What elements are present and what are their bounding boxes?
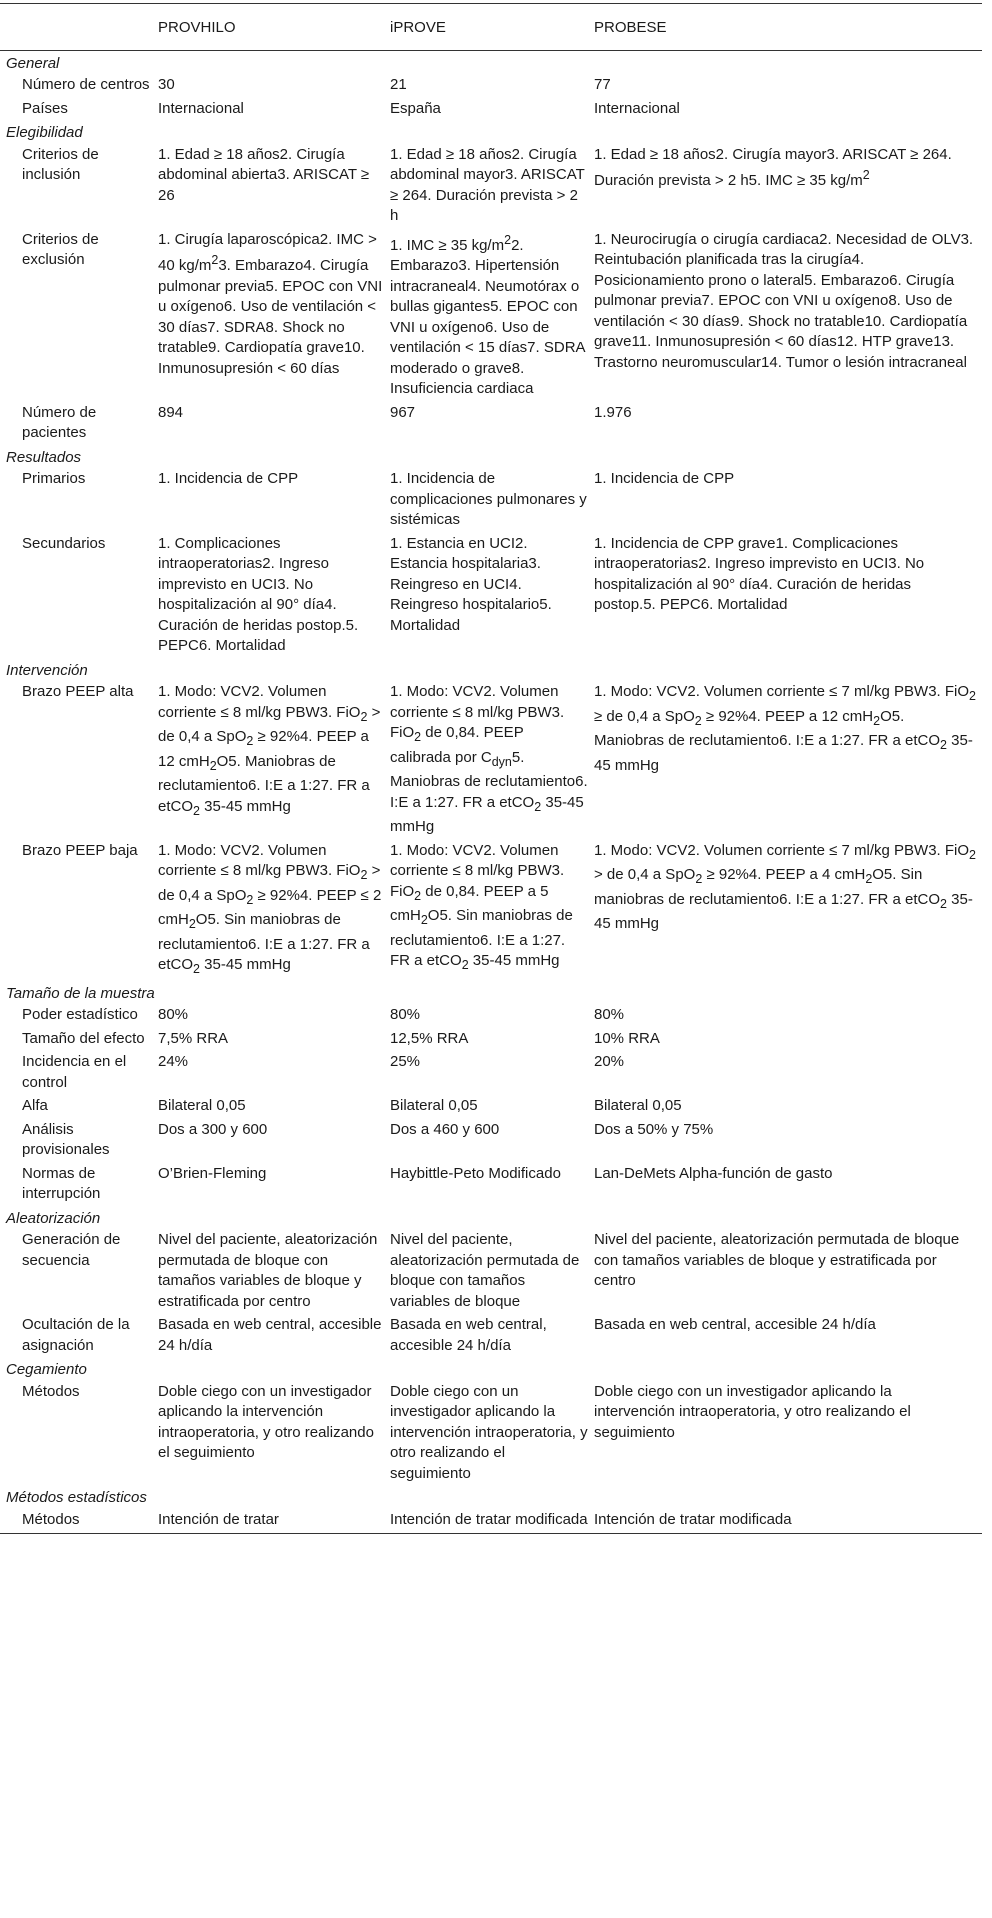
cell-iprove: Nivel del paciente, aleatorización permutada de bloque con tamaños variables de bloque <box>390 1231 580 1310</box>
superscript: 2 <box>211 253 219 267</box>
cell-iprove: 21 <box>390 76 407 93</box>
section-row <box>0 660 982 683</box>
text-part: 1. Modo: VCV2. Volumen corriente ≤ 8 ml/kg PBW3. FiO <box>158 841 361 879</box>
subscript: 2 <box>246 892 254 907</box>
section-intervencion: Intervención <box>6 661 88 679</box>
text-part: 35-45 mmHg <box>594 890 973 932</box>
text-part: O5. Maniobras de reclutamiento6. I:E a 1:27. FR a etCO <box>594 707 941 749</box>
cell-iprove: 967 <box>390 403 416 421</box>
table-row <box>0 1164 982 1208</box>
text-part: 1. Modo: VCV2. Volumen corriente ≤ 7 ml/kg PBW3. FiO <box>594 683 970 700</box>
cell-iprove: España <box>390 99 441 117</box>
section-row <box>0 122 982 145</box>
text-part: de 0,84. PEEP a 5 cmH <box>390 882 549 924</box>
table-row <box>0 1029 982 1053</box>
section-metodos-estadisticos: Métodos estadísticos <box>6 1489 147 1506</box>
cell-iprove: Doble ciego con un investigador aplicando la intervención intraoperatoria, y otro realizando el seguimiento <box>390 1382 588 1482</box>
cell-iprove: Intención de tratar modificada <box>390 1510 594 1534</box>
subscript: 2 <box>695 872 703 886</box>
cell-provhilo: 1. Incidencia de CPP <box>158 470 299 487</box>
text-part: O5. Sin maniobras de reclutamiento6. I:E a 1:27. FR a etCO <box>594 866 941 908</box>
row-label: Secundarios <box>22 534 106 552</box>
section-row <box>0 447 982 470</box>
cell-probese <box>594 841 982 983</box>
text-part: 1. IMC ≥ 35 kg/m <box>390 236 505 254</box>
subscript: 2 <box>414 730 422 744</box>
subscript: 2 <box>414 888 422 903</box>
subscript: 2 <box>360 868 368 882</box>
text-part: 1. Modo: VCV2. Volumen corriente ≤ 8 ml/kg PBW3. FiO <box>390 683 565 741</box>
table-row <box>0 1096 982 1120</box>
row-label: Análisis provisionales <box>22 1120 110 1158</box>
cell-probese: Lan-DeMets Alpha-función de gasto <box>594 1164 833 1182</box>
text-part: de 0,84. PEEP calibrada por C <box>390 724 524 766</box>
text-part: 3. Embarazo4. Cirugía pulmonar previa5. EPOC con VNI u oxígeno6. Uso de ventilación < 30 días7. SDRA8. Shock no tratable9. Cardiopatía grave10. Inmunosupresión < 60 días <box>158 257 383 377</box>
cell-probese: 1. Incidencia de CPP grave1. Complicaciones intraoperatorias2. Ingreso imprevisto en UCI3. No hospitalización al 90° día4. Curación de heridas postop.5. PEPC6. Mortalidad <box>594 534 925 613</box>
table-row <box>0 1052 982 1096</box>
table-row <box>0 230 982 403</box>
section-cegamiento: Cegamiento <box>6 1361 87 1378</box>
header-iprove: iPROVE <box>390 4 594 51</box>
cell-provhilo: O’Brien-Fleming <box>158 1164 267 1182</box>
text-part: 35-45 mmHg <box>199 797 291 815</box>
row-label: Brazo PEEP alta <box>22 683 134 700</box>
subscript: 2 <box>461 958 469 972</box>
table-row <box>0 1230 982 1315</box>
cell-probese: Doble ciego con un investigador aplicando la intervención intraoperatoria, y otro realizando el seguimiento <box>594 1382 911 1441</box>
header-empty <box>0 4 158 51</box>
subscript: 2 <box>193 962 200 976</box>
text-part: 1. Modo: VCV2. Volumen corriente ≤ 8 ml/kg PBW3. FiO <box>158 683 361 721</box>
section-general: General <box>6 54 60 72</box>
section-resultados: Resultados <box>6 448 82 466</box>
table-row <box>0 1120 982 1164</box>
table-row <box>0 841 982 983</box>
cell-provhilo <box>158 682 390 841</box>
subscript: 2 <box>873 713 881 728</box>
table-row <box>0 1382 982 1488</box>
row-label: Alfa <box>22 1097 48 1114</box>
cell-provhilo: Nivel del paciente, aleatorización permutada de bloque con tamaños variables de bloque y estratificada por centro <box>158 1231 378 1310</box>
cell-iprove <box>390 841 594 983</box>
row-label: Brazo PEEP baja <box>22 841 138 859</box>
subscript: 2 <box>969 847 976 862</box>
row-label: Primarios <box>22 470 86 487</box>
text-part: ≥ 92%4. PEEP a 12 cmH <box>158 728 369 770</box>
section-row <box>0 1359 982 1382</box>
cell-provhilo: 30 <box>158 76 175 93</box>
row-label: Poder estadístico <box>22 1006 138 1023</box>
text-part: ≥ de 0,4 a SpO <box>594 707 695 725</box>
cell-iprove <box>390 230 594 403</box>
section-row <box>0 50 982 75</box>
cell-iprove: 1. Incidencia de complicaciones pulmonares y sistémicas <box>390 470 587 528</box>
text-part: O5. Maniobras de reclutamiento6. I:E a 1:27. FR a etCO <box>158 752 370 815</box>
subscript: 2 <box>246 734 254 748</box>
header-probese: PROBESE <box>594 4 982 51</box>
cell-provhilo: 24% <box>158 1053 189 1070</box>
cell-iprove: Basada en web central, accesible 24 h/día <box>390 1316 547 1354</box>
superscript: 2 <box>504 232 512 247</box>
table-row <box>0 403 982 447</box>
row-label: Incidencia en el control <box>22 1053 127 1091</box>
superscript: 2 <box>862 168 870 182</box>
text-part: O5. Sin maniobras de reclutamiento6. I:E a 1:27. FR a etCO <box>158 911 370 973</box>
cell-provhilo: Doble ciego con un investigador aplicando la intervención intraoperatoria, y otro realizando el seguimiento <box>158 1382 374 1461</box>
section-aleatorizacion: Aleatorización <box>6 1209 101 1227</box>
cell-probese: Nivel del paciente, aleatorización permutada de bloque con tamaños variables de bloque y estratificada por centro <box>594 1231 960 1289</box>
cell-iprove: 1. Estancia en UCI2. Estancia hospitalaria3. Reingreso en UCI4. Reingreso hospitalario5. Mortalidad <box>390 534 552 634</box>
table-row <box>0 99 982 123</box>
cell-probese: Dos a 50% y 75% <box>594 1120 714 1138</box>
cell-provhilo: Bilateral 0,05 <box>158 1097 246 1114</box>
text-part: > de 0,4 a SpO <box>158 703 381 745</box>
subscript: dyn <box>491 754 512 769</box>
text-part: ≥ 92%4. PEEP a 4 cmH <box>702 866 866 883</box>
cell-provhilo <box>158 841 390 983</box>
cell-probese: 1.976 <box>594 403 632 421</box>
text-part: 1. Edad ≥ 18 años2. Cirugía mayor3. ARISCAT ≥ 264. Duración prevista > 2 h5. IMC ≥ 35 kg/m <box>594 145 952 189</box>
cell-provhilo <box>158 230 390 403</box>
subscript: 2 <box>940 896 947 911</box>
text-part: ≥ 92%4. PEEP a 12 cmH <box>701 707 874 725</box>
subscript: 2 <box>940 738 947 752</box>
header-row <box>0 4 982 51</box>
cell-provhilo: 1. Complicaciones intraoperatorias2. Ingreso imprevisto en UCI3. No hospitalización al 90° día4. Curación de heridas postop.5. PEPC6. Mortalidad <box>158 534 359 654</box>
cell-probese: 1. Incidencia de CPP <box>594 470 735 487</box>
text-part: 1. Modo: VCV2. Volumen corriente ≤ 7 ml/kg PBW3. FiO <box>594 841 970 859</box>
section-row <box>0 1487 982 1510</box>
subscript: 2 <box>969 689 976 703</box>
text-part: 5. Maniobras de reclutamiento6. I:E a 1:27. FR a etCO <box>390 748 588 811</box>
header-provhilo: PROVHILO <box>158 4 390 51</box>
cell-probese <box>594 682 982 841</box>
text-part: > de 0,4 a SpO <box>158 862 381 904</box>
subscript: 2 <box>209 758 217 773</box>
cell-probese: 80% <box>594 1006 625 1023</box>
row-label: Criterios de exclusión <box>22 230 99 268</box>
table-row <box>0 75 982 99</box>
table-row <box>0 682 982 841</box>
table-row <box>0 1510 982 1534</box>
table-row <box>0 469 982 534</box>
cell-iprove: Haybittle-Peto Modificado <box>390 1164 561 1182</box>
cell-probese: 10% RRA <box>594 1029 660 1047</box>
cell-iprove <box>390 682 594 841</box>
subscript: 2 <box>188 917 196 931</box>
row-label: Número de centros <box>22 76 150 93</box>
cell-provhilo: 7,5% RRA <box>158 1029 229 1047</box>
row-label: Métodos <box>22 1382 80 1400</box>
table-row <box>0 1315 982 1359</box>
section-muestra: Tamaño de la muestra <box>6 984 155 1002</box>
cell-probese: Basada en web central, accesible 24 h/día <box>594 1316 876 1333</box>
cell-iprove: Bilateral 0,05 <box>390 1097 478 1114</box>
cell-probese: 1. Neurocirugía o cirugía cardiaca2. Necesidad de OLV3. Reintubación planificada tras la cirugía4. Posicionamiento prono o lateral5. Embarazo6. Cirugía pulmonar previa7. EPOC con VNI u oxígeno8. Uso de ventilación < 30 días9. Shock no tratable10. Cardiopatía grave11. Inmunosupresión < 60 días12. HTP grave13. Trastorno neuromuscular14. Tumor o lesión intracraneal <box>594 230 974 371</box>
cell-provhilo: Dos a 300 y 600 <box>158 1120 268 1138</box>
row-label: Ocultación de la asignación <box>22 1316 130 1354</box>
cell-iprove: 80% <box>390 1006 421 1023</box>
cell-provhilo: Intención de tratar <box>158 1510 390 1534</box>
text-part: > de 0,4 a SpO <box>594 866 696 883</box>
cell-provhilo: Basada en web central, accesible 24 h/día <box>158 1316 382 1354</box>
row-label: Métodos <box>0 1510 158 1534</box>
row-label: Tamaño del efecto <box>22 1029 145 1047</box>
section-row <box>0 983 982 1006</box>
subscript: 2 <box>193 803 200 818</box>
cell-probese: Intención de tratar modificada <box>594 1510 982 1534</box>
cell-provhilo: 80% <box>158 1006 189 1023</box>
trial-comparison-table <box>0 3 982 1534</box>
cell-provhilo: 894 <box>158 403 184 421</box>
text-part: O5. Sin maniobras de reclutamiento6. I:E a 1:27. FR a etCO <box>390 907 573 969</box>
cell-iprove: 1. Edad ≥ 18 años2. Cirugía abdominal mayor3. ARISCAT ≥ 264. Duración prevista > 2 h <box>390 145 585 224</box>
cell-probese: 77 <box>594 76 611 93</box>
row-label: Generación de secuencia <box>22 1231 121 1269</box>
text-part: 35-45 mmHg <box>199 956 291 973</box>
section-elegibilidad: Elegibilidad <box>6 124 83 141</box>
text-part: 2. Embarazo3. Hipertensión intracraneal4. Neumotórax o bullas gigantes5. EPOC con VNI u oxígeno6. Uso de ventilación < 15 días7. SDRA moderado o grave8. Insuficiencia cardiaca <box>390 236 585 397</box>
cell-probese: 20% <box>594 1053 625 1070</box>
table-row <box>0 145 982 230</box>
row-label: Países <box>22 99 68 117</box>
cell-iprove: 12,5% RRA <box>390 1029 469 1047</box>
subscript: 2 <box>360 709 368 724</box>
text-part: 35-45 mmHg <box>390 793 584 835</box>
text-part: ≥ 92%4. PEEP ≤ 2 cmH <box>158 886 382 928</box>
row-label: Normas de interrupción <box>22 1164 101 1202</box>
row-label: Número de pacientes <box>22 403 97 441</box>
cell-iprove: Dos a 460 y 600 <box>390 1120 500 1138</box>
cell-iprove: 25% <box>390 1053 421 1070</box>
section-row <box>0 1208 982 1231</box>
cell-provhilo: Internacional <box>158 99 244 117</box>
subscript: 2 <box>694 713 702 728</box>
table-row <box>0 534 982 660</box>
row-label: Criterios de inclusión <box>22 145 99 183</box>
text-part: 35-45 mmHg <box>594 732 973 774</box>
subscript: 2 <box>420 913 428 927</box>
text-part: 1. Modo: VCV2. Volumen corriente ≤ 8 ml/kg PBW3. FiO <box>390 841 565 900</box>
cell-probese: Internacional <box>594 99 680 117</box>
text-part: 1. Cirugía laparoscópica2. IMC > 40 kg/m <box>158 230 377 274</box>
subscript: 2 <box>865 872 873 886</box>
cell-provhilo: 1. Edad ≥ 18 años2. Cirugía abdominal abierta3. ARISCAT ≥ 26 <box>158 145 370 204</box>
text-part: 35-45 mmHg <box>468 952 560 969</box>
table-row <box>0 1005 982 1029</box>
cell-probese: Bilateral 0,05 <box>594 1097 682 1114</box>
subscript: 2 <box>534 799 542 814</box>
cell-probese <box>594 145 982 230</box>
